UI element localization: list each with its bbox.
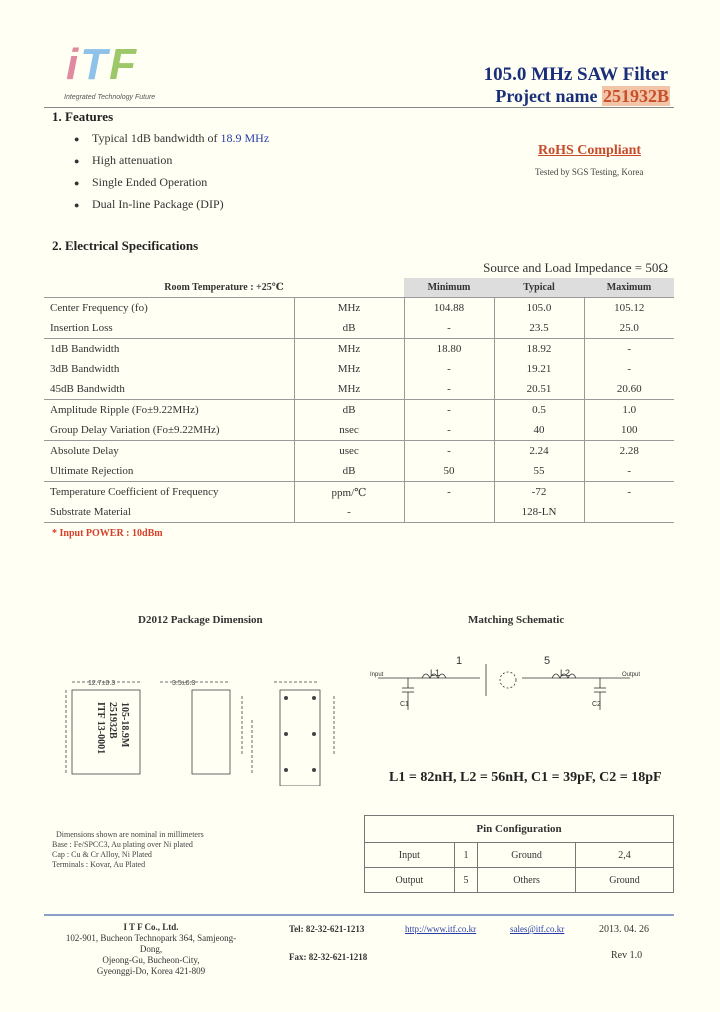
spec-cell-max: 20.60	[584, 379, 674, 400]
impedance-note: Source and Load Impedance = 50Ω	[483, 260, 668, 275]
company-logo	[62, 40, 172, 106]
spec-cell-max: 100	[584, 420, 674, 441]
spec-cell-typ: 18.92	[494, 339, 584, 360]
company-name: I T F Co., Ltd.	[123, 922, 179, 932]
rohs-note: Tested by SGS Testing, Korea	[535, 167, 644, 177]
rohs-badge: RoHS Compliant	[538, 143, 642, 158]
spec-cell-min: -	[404, 318, 494, 339]
doc-title: 105.0 MHz SAW Filter	[483, 64, 668, 85]
spec-cell-min: 50	[404, 461, 494, 482]
project-code: 251932B	[602, 86, 669, 106]
logo-letters	[66, 40, 138, 90]
spec-cell-max: -	[584, 359, 674, 379]
spec-cell-typ: 20.51	[494, 379, 584, 400]
feature-bandwidth-value: 18.9 MHz	[220, 131, 270, 145]
spec-cell-unit: MHz	[294, 339, 404, 360]
spec-row	[44, 318, 674, 339]
pin-cell: Ground	[478, 843, 576, 868]
pin-cell: Others	[478, 868, 576, 893]
address-line: Ojeong-Gu, Bucheon-City,	[102, 955, 200, 965]
c2-label: C2	[592, 701, 601, 708]
doc-revision: Rev 1.0	[611, 950, 643, 961]
spec-cell-unit: dB	[294, 461, 404, 482]
project-name	[495, 86, 670, 107]
spec-header-row	[44, 278, 674, 298]
spec-row	[44, 461, 674, 482]
spec-cell-param: Insertion Loss	[50, 322, 113, 334]
spec-row	[44, 379, 674, 400]
dimension-notes	[52, 830, 204, 870]
dim-note-line: Base : Fe/SPCC3, Au plating over Ni plated	[52, 840, 193, 849]
spec-cell-max: 105.12	[584, 298, 674, 319]
marking-line-2: 251932B	[107, 702, 118, 739]
logo-letter-i: i	[66, 40, 81, 89]
pin-in-label: 1	[456, 655, 463, 667]
feature-item	[74, 175, 207, 190]
doc-date: 2013. 04. 26	[599, 924, 649, 935]
max-header: Maximum	[584, 278, 674, 298]
dim-note-line: Dimensions shown are nominal in millimeters	[56, 830, 204, 839]
spec-cell-min: 18.80	[404, 339, 494, 360]
dim-note-line: Terminals : Kovar, Au Plated	[52, 860, 146, 869]
package-drawing	[52, 676, 342, 786]
logo-tagline: Integrated Technology Future	[64, 94, 156, 101]
spec-cell-min: -	[404, 400, 494, 421]
spec-cell-min: -	[404, 441, 494, 462]
input-power-note: * Input POWER : 10dBm	[52, 528, 163, 539]
spec-row	[44, 339, 674, 360]
c1-label: C1	[400, 701, 409, 708]
spec-cell-max	[584, 502, 674, 523]
spec-cell-typ: 2.24	[494, 441, 584, 462]
spec-cell-typ: 55	[494, 461, 584, 482]
spec-cell-unit: MHz	[294, 298, 404, 319]
bullet-icon: ●	[74, 134, 80, 144]
spec-cell-unit: usec	[294, 441, 404, 462]
spec-cell-max: -	[584, 339, 674, 360]
marking-line-3: 105-18.9M	[119, 702, 130, 748]
spec-cell-param: Ultimate Rejection	[50, 465, 134, 477]
dim-side-label: 3.5±0.3	[172, 680, 196, 687]
spec-cell-unit: MHz	[294, 359, 404, 379]
tel: Tel: 82-32-621-1213	[289, 924, 365, 934]
pin-cell: 2,4	[576, 843, 674, 868]
pin-row	[365, 843, 674, 868]
spec-cell-max: -	[584, 461, 674, 482]
pin-out-label: 5	[544, 655, 551, 667]
spec-cell-param: 3dB Bandwidth	[50, 363, 120, 375]
spec-cell-param: Absolute Delay	[44, 441, 294, 462]
fax: Fax: 82-32-621-1218	[289, 952, 368, 962]
spec-cell-min: -	[404, 482, 494, 503]
component-values: L1 = 82nH, L2 = 56nH, C1 = 39pF, C2 = 18pF	[389, 770, 662, 785]
spec-cell-unit: dB	[294, 318, 404, 339]
electrical-heading: 2. Electrical Specifications	[52, 238, 199, 253]
bullet-icon: ●	[74, 178, 80, 188]
spec-cell-param: 1dB Bandwidth	[44, 339, 294, 360]
project-label: Project name	[495, 86, 598, 106]
pin-config-table	[364, 815, 674, 893]
header-rule	[44, 107, 674, 108]
spec-row	[44, 441, 674, 462]
feature-text: Dual In-line Package (DIP)	[92, 197, 224, 211]
pin-row	[365, 868, 674, 893]
spec-cell-max: 25.0	[584, 318, 674, 339]
spec-row	[44, 298, 674, 319]
feature-item	[74, 131, 269, 146]
address-line: 102-901, Bucheon Technopark 364, Samjeong-Dong,	[65, 933, 237, 954]
bullet-icon: ●	[74, 200, 80, 210]
spec-row	[44, 482, 674, 503]
spec-cell-typ: 105.0	[494, 298, 584, 319]
spec-cell-min: -	[404, 359, 494, 379]
spec-cell-unit: nsec	[294, 420, 404, 441]
pin-cell: Input	[365, 843, 455, 868]
min-header: Minimum	[404, 278, 494, 298]
typ-header: Typical	[494, 278, 584, 298]
company-info	[56, 922, 246, 977]
dim-top-label: 12.7±0.3	[88, 680, 116, 687]
spec-cell-min: -	[404, 420, 494, 441]
output-label: Output	[622, 672, 641, 678]
spec-cell-param: Substrate Material	[44, 502, 294, 523]
spec-cell-max: 1.0	[584, 400, 674, 421]
email-link[interactable]: sales@itf.co.kr	[510, 924, 565, 934]
spec-row	[44, 420, 674, 441]
feature-text: Single Ended Operation	[92, 175, 208, 189]
spec-cell-unit: -	[294, 502, 404, 523]
dim-note-line: Cap : Cu & Cr Alloy, Ni Plated	[52, 850, 152, 859]
spec-cell-typ: 23.5	[494, 318, 584, 339]
feature-text: Typical 1dB bandwidth of	[92, 131, 218, 145]
spec-cell-min: -	[404, 379, 494, 400]
matching-heading: Matching Schematic	[468, 614, 565, 626]
logo-letter-t: T	[80, 40, 110, 89]
spec-table	[44, 278, 674, 523]
pin-cell: 5	[454, 868, 477, 893]
spec-cell-unit: dB	[294, 400, 404, 421]
spec-cell-typ: 19.21	[494, 359, 584, 379]
spec-cell-min: 104.88	[404, 298, 494, 319]
pin-cell: Ground	[576, 868, 674, 893]
spec-cell-typ: 128-LN	[494, 502, 584, 523]
marking-line-1: ITF 13-0001	[95, 702, 106, 755]
spec-cell-param: Temperature Coefficient of Frequency	[44, 482, 294, 503]
spec-cell-param: Amplitude Ripple (Fo±9.22MHz)	[44, 400, 294, 421]
feature-text: High attenuation	[92, 153, 173, 167]
l1-label: L1	[430, 668, 441, 678]
matching-schematic	[360, 650, 660, 760]
spec-cell-max: 2.28	[584, 441, 674, 462]
feature-item	[74, 153, 172, 168]
website-link[interactable]: http://www.itf.co.kr	[405, 924, 477, 934]
spec-cell-max: -	[584, 482, 674, 503]
spec-cell-typ: -72	[494, 482, 584, 503]
pin-config-heading: Pin Configuration	[365, 816, 674, 843]
logo-letter-f: F	[109, 40, 139, 89]
spec-row	[44, 400, 674, 421]
package-heading: D2012 Package Dimension	[138, 614, 263, 626]
spec-cell-unit: MHz	[294, 379, 404, 400]
footer-rule	[44, 914, 674, 916]
spec-row	[44, 502, 674, 523]
spec-cell-param: Center Frequency (fo)	[44, 298, 294, 319]
input-label: Input	[370, 672, 384, 678]
feature-item	[74, 197, 224, 212]
spec-cell-param: Group Delay Variation (Fo±9.22MHz)	[50, 424, 220, 436]
bullet-icon: ●	[74, 156, 80, 166]
spec-cell-typ: 40	[494, 420, 584, 441]
spec-row	[44, 359, 674, 379]
condition-header: Room Temperature : +25℃	[164, 282, 284, 293]
address-line: Gyeonggi-Do, Korea 421-809	[96, 966, 206, 976]
pin-cell: 1	[454, 843, 477, 868]
spec-cell-param: 45dB Bandwidth	[50, 383, 125, 395]
pin-cell: Output	[365, 868, 455, 893]
l2-label: L2	[560, 668, 571, 678]
spec-cell-typ: 0.5	[494, 400, 584, 421]
spec-cell-min	[404, 502, 494, 523]
spec-cell-unit: ppm/℃	[294, 482, 404, 503]
features-heading: 1. Features	[52, 109, 114, 124]
